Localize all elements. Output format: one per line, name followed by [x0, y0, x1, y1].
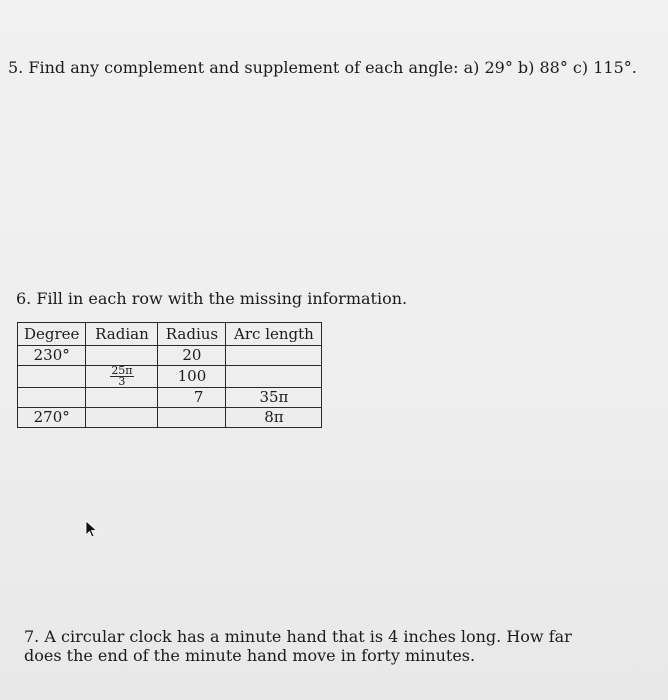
- cell-arc-length: [226, 346, 322, 366]
- cell-radian: [86, 346, 158, 366]
- fraction-denominator: 3: [118, 375, 126, 388]
- missing-information-table: [17, 322, 322, 428]
- cell-degree: [18, 366, 86, 388]
- cell-radian: [86, 366, 158, 388]
- table-row: [18, 346, 322, 366]
- table-header-row: [18, 323, 322, 346]
- header-degree: Degree: [18, 323, 86, 346]
- cell-arc-length: [226, 366, 322, 388]
- cell-radius: 7: [158, 388, 226, 408]
- arrow-cursor-icon: [85, 520, 99, 538]
- table-row: [18, 408, 322, 428]
- question-6: 6. Fill in each row with the missing information.: [16, 289, 408, 308]
- cell-arc-length: 35π: [226, 388, 322, 408]
- table-row: [18, 388, 322, 408]
- cell-degree: [18, 388, 86, 408]
- header-radian: Radian: [86, 323, 158, 346]
- question-7: 7. A circular clock has a minute hand that is 4 inches long. How far does the end of the minute hand move in forty minutes.: [24, 627, 572, 665]
- cell-radius: [158, 408, 226, 428]
- radian-fraction: [110, 366, 133, 387]
- cell-radius: 20: [158, 346, 226, 366]
- fraction-numerator: 25π: [111, 364, 133, 377]
- table-row: [18, 366, 322, 388]
- question-5: 5. Find any complement and supplement of each angle: a) 29° b) 88° c) 115°.: [8, 58, 637, 77]
- cell-degree: 270°: [18, 408, 86, 428]
- cell-radian: [86, 408, 158, 428]
- cell-arc-length: 8π: [226, 408, 322, 428]
- cell-degree: 230°: [18, 346, 86, 366]
- header-radius: Radius: [158, 323, 226, 346]
- header-arc-length: Arc length: [226, 323, 322, 346]
- cell-radius: 100: [158, 366, 226, 388]
- cell-radian: [86, 388, 158, 408]
